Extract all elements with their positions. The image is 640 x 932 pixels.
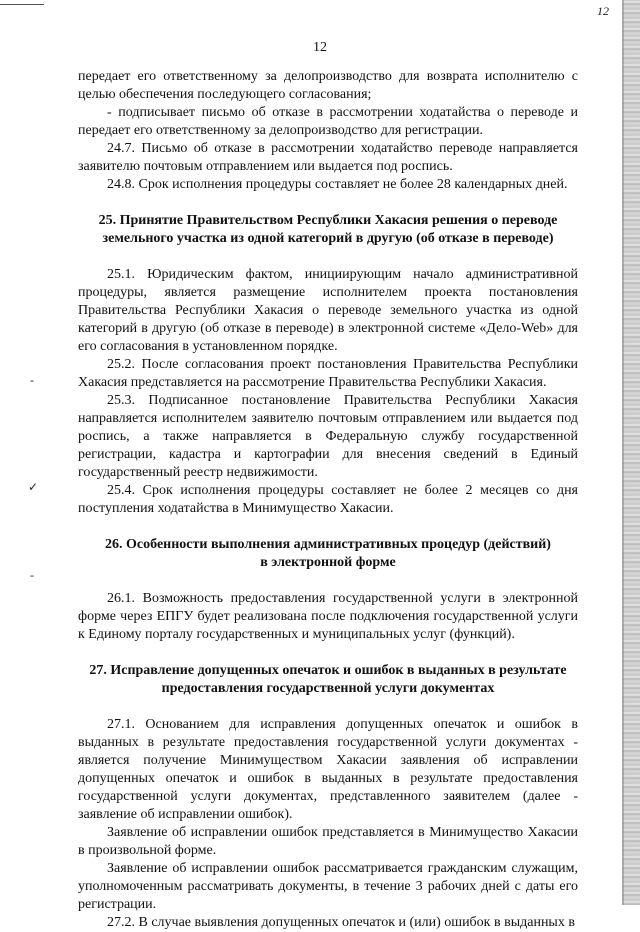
scan-edge-shadow (622, 0, 640, 905)
section-heading-line: 27. Исправление допущенных опечаток и ошибок в выданных в результате (89, 663, 567, 678)
section-heading-line: земельного участка из одной категорий в другую (об отказе в переводе) (102, 231, 554, 246)
section-heading-line: предоставления государственной услуги документах (161, 681, 495, 696)
margin-mark-dash: - (30, 373, 34, 387)
paragraph: 27.2. В случае выявления допущенных опечаток и (или) ошибок в выданных в (107, 915, 575, 930)
corner-handwritten-mark: 12 (597, 4, 609, 18)
top-border-line (0, 4, 44, 5)
margin-mark-check: ✓ (28, 480, 39, 494)
paragraph: 25.2. После согласования проект постановления Правительства Республики Хакасия представляется на рассмотрение Правительства Республики Хакасия. (78, 357, 578, 390)
paragraph: 25.3. Подписанное постановление Правительства Республики Хакасия направляется исполнителем заявителю почтовым отправлением или выдается под роспись, а также направляется в Федеральную службу государственной регистрации, кадастра и картографии для внесения сведений в Единый государственный реестр недвижимости. (78, 393, 578, 480)
paragraph: 24.8. Срок исполнения процедуры составляет не более 28 календарных дней. (107, 177, 568, 192)
section-heading-line: 26. Особенности выполнения административных процедур (действий) (105, 537, 551, 552)
paragraph: передает его ответственному за делопроизводство для возврата исполнителю с целью обеспечения последующего согласования; (78, 69, 578, 102)
section-heading-line: в электронной форме (260, 555, 396, 570)
section-heading (78, 212, 578, 248)
page-number: 12 (313, 40, 327, 55)
section-heading (78, 662, 578, 698)
section-heading-line: 25. Принятие Правительством Республики Хакасия решения о переводе (98, 213, 558, 228)
paragraph: 24.7. Письмо об отказе в рассмотрении ходатайство переводе направляется заявителю почтовым отправлением или выдается под роспись. (78, 141, 578, 174)
paragraph: 25.4. Срок исполнения процедуры составляет не более 2 месяцев со дня поступления ходатайства в Минимущество Хакасии. (78, 483, 578, 516)
paragraph: 27.1. Основанием для исправления допущенных опечаток и ошибок в выданных в результате предоставления государственной услуги документах - является получение Минимуществом Хакасии заявления об исправлении допущенных опечаток и ошибок в выданных в результате предоставления государственной услуги документах, представленного заявителем (далее - заявление об исправлении ошибок). (78, 717, 578, 822)
margin-mark-dash: - (30, 568, 34, 582)
paragraph: Заявление об исправлении ошибок представляется в Минимущество Хакасии в произвольной форме. (78, 825, 578, 858)
paragraph: 25.1. Юридическим фактом, инициирующим начало административной процедуры, является размещение исполнителем проекта постановления Правительства Республики Хакасия о переводе земельного участка из одной категорий в другую (об отказе в переводе) в электронной системе «Дело-Web» для его согласования в установленном порядке. (78, 267, 578, 354)
paragraph: - подписывает письмо об отказе в рассмотрении ходатайства о переводе и передает его ответственному за делопроизводство для регистрации. (78, 105, 578, 138)
document-body (78, 68, 578, 932)
section-heading (78, 536, 578, 572)
paragraph: 26.1. Возможность предоставления государственной услуги в электронной форме через ЕПГУ будет реализована после подключения государственной услуги к Единому порталу государственных и муниципальных услуг (функций). (78, 591, 578, 642)
paragraph: Заявление об исправлении ошибок рассматривается гражданским служащим, уполномоченным рассматривать документы, в течение 3 рабочих дней с даты его регистрации. (78, 861, 578, 912)
